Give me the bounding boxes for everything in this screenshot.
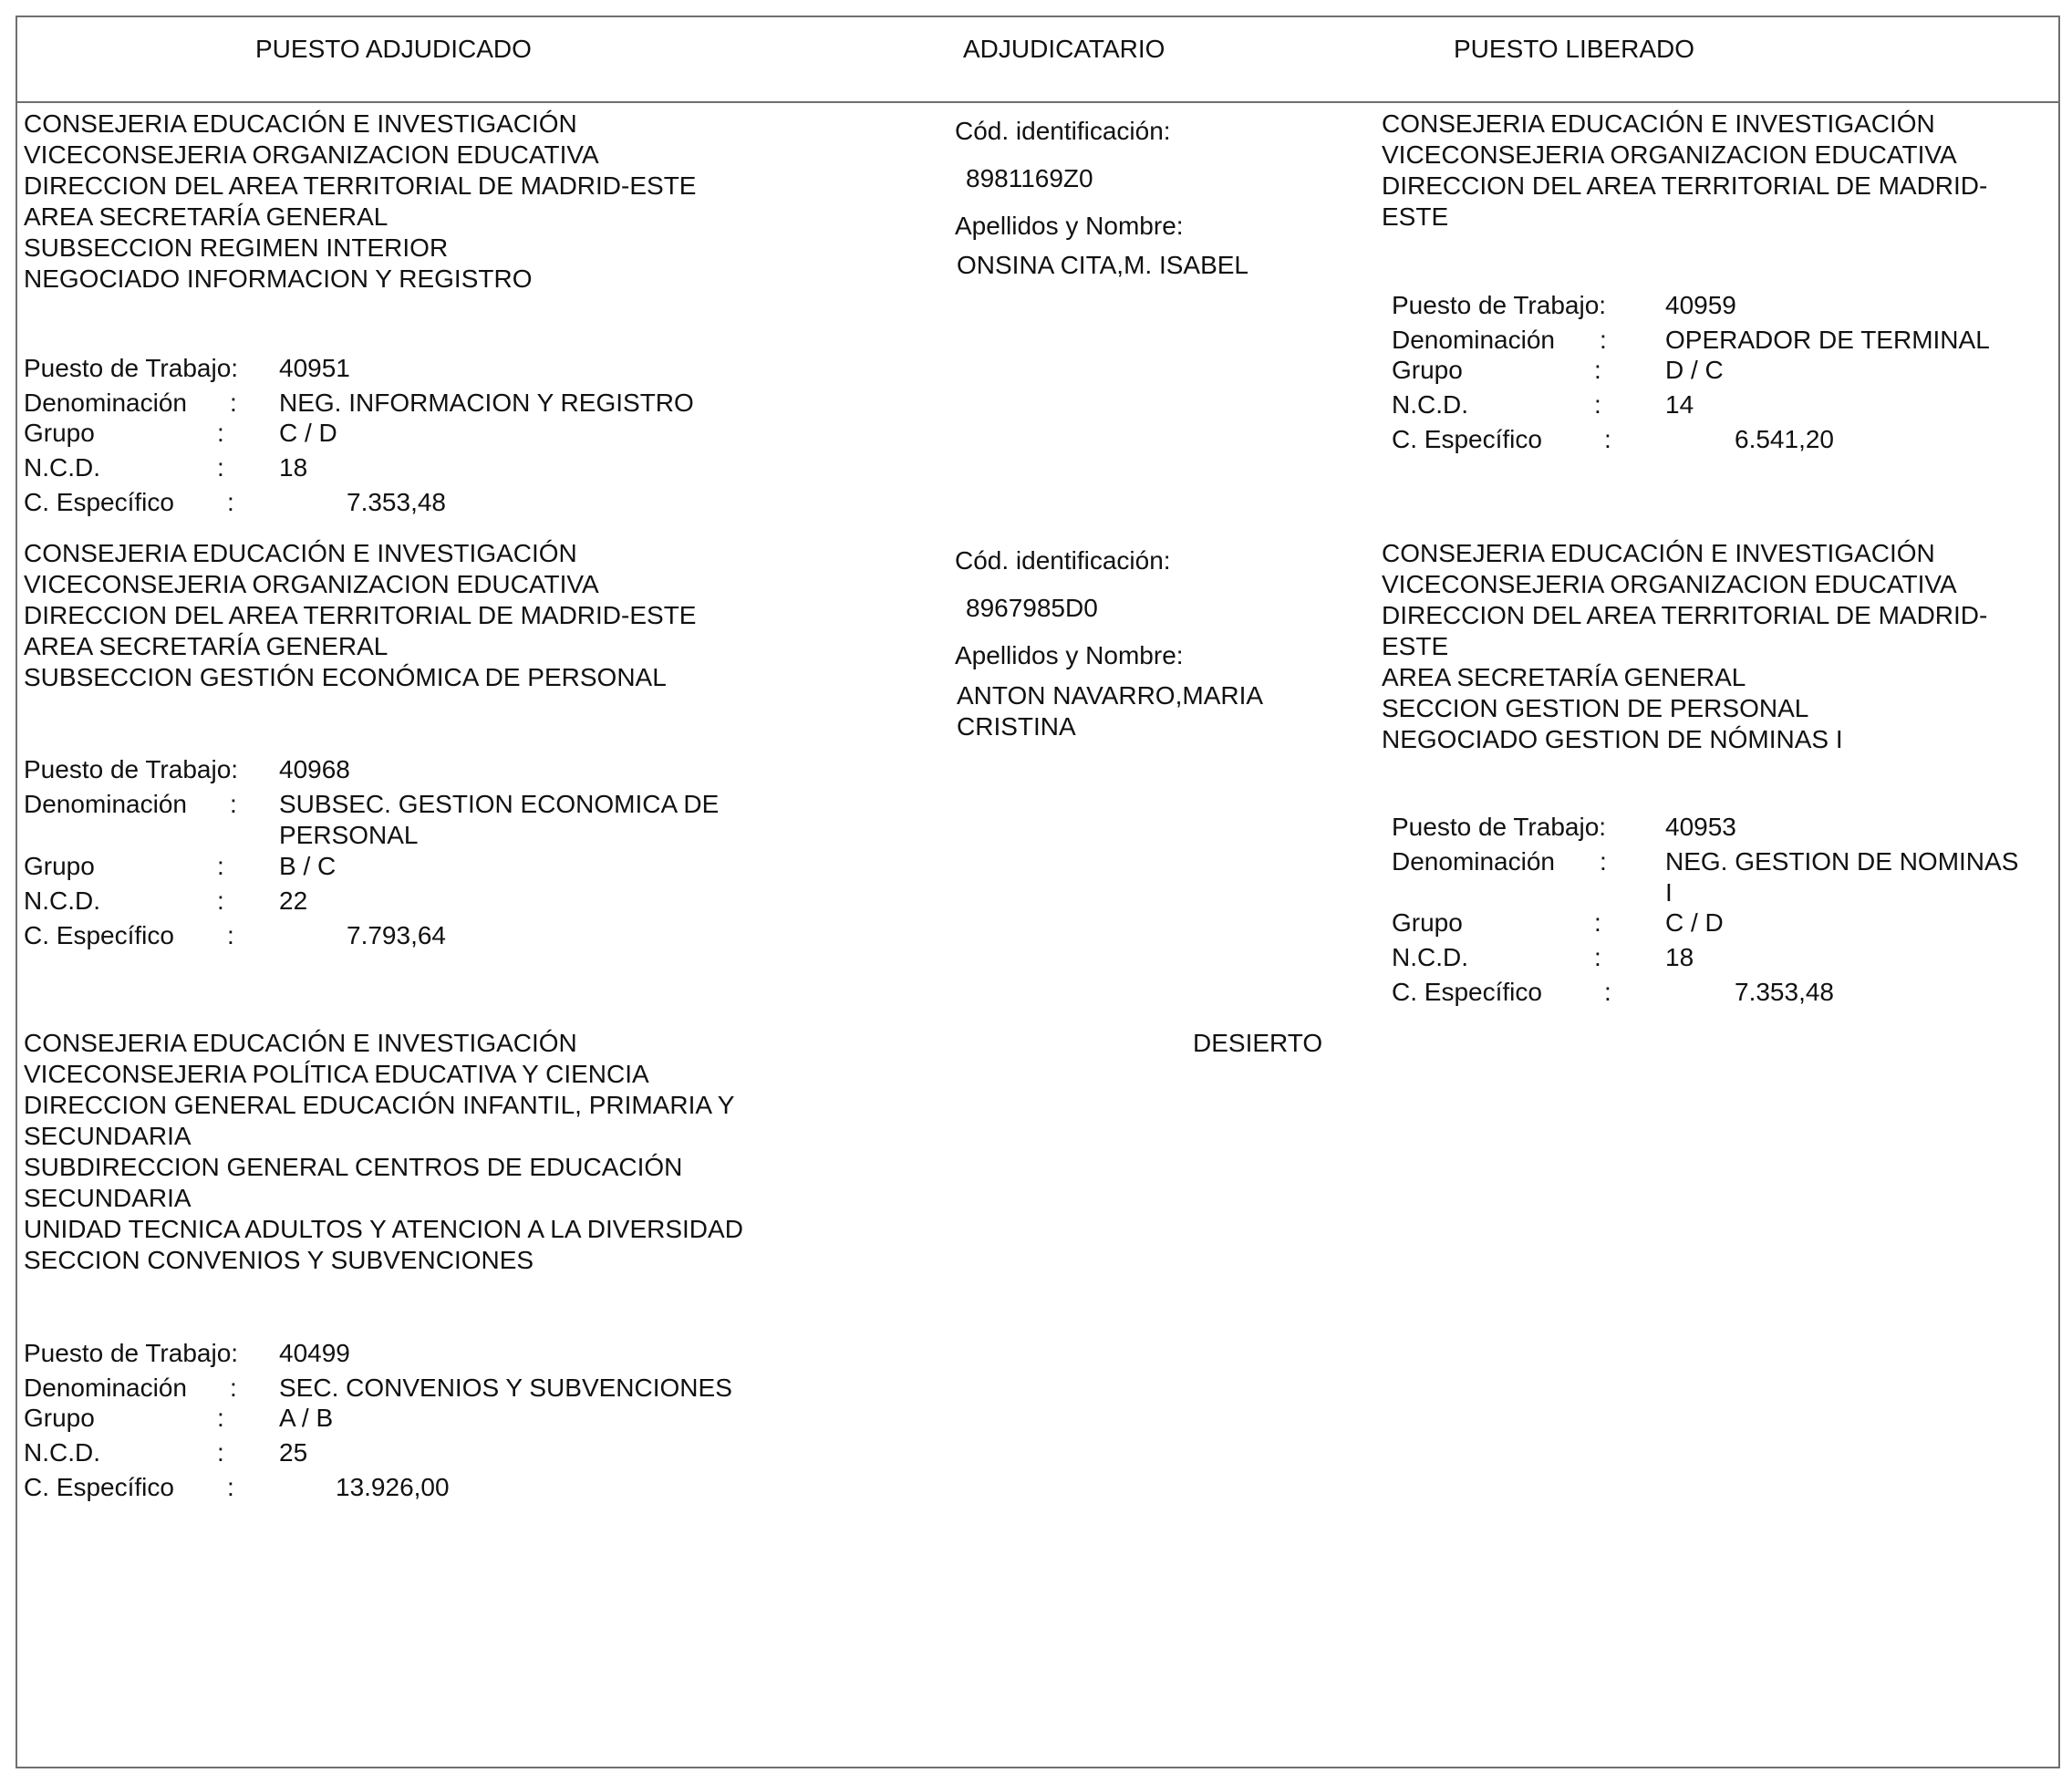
- colon: :: [230, 389, 237, 417]
- row3-adjudicado-org: [24, 1028, 743, 1276]
- label-especifico: C. Específico: [24, 921, 174, 949]
- value-denominacion: SEC. CONVENIOS Y SUBVENCIONES: [279, 1374, 732, 1402]
- org-line: VICECONSEJERIA ORGANIZACION EDUCATIVA: [1382, 570, 1957, 598]
- colon: :: [227, 921, 234, 949]
- colon: :: [230, 1374, 237, 1402]
- colon: :: [217, 886, 224, 915]
- org-line: CONSEJERIA EDUCACIÓN E INVESTIGACIÓN: [24, 109, 577, 138]
- org-line: VICECONSEJERIA POLÍTICA EDUCATIVA Y CIENCIA: [24, 1060, 649, 1088]
- org-line: SECCION CONVENIOS Y SUBVENCIONES: [24, 1246, 534, 1274]
- colon: :: [1594, 908, 1601, 937]
- label-grupo: Grupo: [24, 419, 95, 447]
- value-nombre-line2: CRISTINA: [957, 712, 1076, 741]
- org-line: CONSEJERIA EDUCACIÓN E INVESTIGACIÓN: [24, 1029, 577, 1057]
- label-ncd: N.C.D.: [1392, 943, 1468, 971]
- value-denominacion-line1: SUBSEC. GESTION ECONOMICA DE: [279, 790, 720, 818]
- colon: :: [217, 852, 224, 880]
- colon: :: [1604, 978, 1611, 1006]
- label-puesto-trabajo: Puesto de Trabajo:: [24, 354, 239, 382]
- label-puesto-trabajo: Puesto de Trabajo:: [24, 755, 239, 783]
- colon: :: [1604, 425, 1611, 453]
- org-line: DIRECCION DEL AREA TERRITORIAL DE MADRID-ESTE: [24, 171, 697, 200]
- row2-liberado-org: [1382, 538, 1987, 755]
- org-line: NEGOCIADO GESTION DE NÓMINAS I: [1382, 725, 1843, 753]
- label-grupo: Grupo: [24, 852, 95, 880]
- row2-adjudicado-org: [24, 538, 696, 693]
- value-grupo: C / D: [279, 419, 337, 447]
- value-denominacion: NEG. INFORMACION Y REGISTRO: [279, 389, 694, 417]
- colon: :: [227, 488, 234, 516]
- label-puesto-trabajo: Puesto de Trabajo:: [24, 1339, 239, 1367]
- org-line: SECUNDARIA: [24, 1184, 192, 1212]
- org-line: AREA SECRETARÍA GENERAL: [1382, 663, 1746, 691]
- value-denominacion-line2: I: [1665, 878, 1673, 907]
- colon: :: [1600, 847, 1607, 876]
- org-line: AREA SECRETARÍA GENERAL: [24, 202, 388, 231]
- label-especifico: C. Específico: [1392, 425, 1542, 453]
- org-line: SUBSECCION REGIMEN INTERIOR: [24, 233, 449, 262]
- status-desierto: DESIERTO: [1193, 1029, 1323, 1057]
- org-line: DIRECCION DEL AREA TERRITORIAL DE MADRID-: [1382, 601, 1988, 629]
- header-divider: [16, 101, 2060, 103]
- value-cod: 8967985D0: [966, 594, 1098, 622]
- label-denominacion: Denominación: [24, 1374, 187, 1402]
- label-denominacion: Denominación: [24, 790, 187, 818]
- colon: :: [1594, 943, 1601, 971]
- value-ncd: 25: [279, 1438, 308, 1467]
- org-line: DIRECCION GENERAL EDUCACIÓN INFANTIL, PRIMARIA Y: [24, 1091, 735, 1119]
- value-ncd: 14: [1665, 390, 1694, 419]
- value-nombre-line1: ANTON NAVARRO,MARIA: [957, 681, 1264, 710]
- label-denominacion: Denominación: [1392, 847, 1555, 876]
- org-line: AREA SECRETARÍA GENERAL: [24, 632, 388, 660]
- value-especifico: 7.353,48: [1735, 978, 1834, 1006]
- org-line: CONSEJERIA EDUCACIÓN E INVESTIGACIÓN: [1382, 109, 1935, 138]
- value-puesto: 40959: [1665, 291, 1736, 319]
- label-ncd: N.C.D.: [24, 1438, 100, 1467]
- org-line: DIRECCION DEL AREA TERRITORIAL DE MADRID-: [1382, 171, 1988, 200]
- value-denominacion-line2: PERSONAL: [279, 821, 419, 849]
- row1-adjudicado-org: [24, 109, 696, 295]
- label-puesto-trabajo: Puesto de Trabajo:: [1392, 813, 1607, 841]
- row1-liberado-org: [1382, 109, 1987, 233]
- value-ncd: 18: [279, 453, 308, 482]
- colon: :: [217, 453, 224, 482]
- value-denominacion-line1: NEG. GESTION DE NOMINAS: [1665, 847, 2019, 876]
- value-cod: 8981169Z0: [966, 164, 1093, 192]
- label-apellidos-nombre: Apellidos y Nombre:: [955, 212, 1184, 240]
- value-nombre: ONSINA CITA,M. ISABEL: [957, 251, 1249, 279]
- label-cod-identificacion: Cód. identificación:: [955, 117, 1171, 145]
- org-line: VICECONSEJERIA ORGANIZACION EDUCATIVA: [1382, 140, 1957, 169]
- label-grupo: Grupo: [1392, 356, 1463, 384]
- org-line: SUBSECCION GESTIÓN ECONÓMICA DE PERSONAL: [24, 663, 667, 691]
- value-grupo: C / D: [1665, 908, 1724, 937]
- org-line: CONSEJERIA EDUCACIÓN E INVESTIGACIÓN: [24, 539, 577, 567]
- value-puesto: 40968: [279, 755, 350, 783]
- org-line: NEGOCIADO INFORMACION Y REGISTRO: [24, 264, 533, 293]
- label-ncd: N.C.D.: [24, 886, 100, 915]
- colon: :: [1594, 390, 1601, 419]
- label-apellidos-nombre: Apellidos y Nombre:: [955, 641, 1184, 669]
- value-ncd: 18: [1665, 943, 1694, 971]
- colon: :: [227, 1473, 234, 1501]
- header-puesto-liberado: PUESTO LIBERADO: [1454, 35, 1695, 63]
- org-line: VICECONSEJERIA ORGANIZACION EDUCATIVA: [24, 570, 599, 598]
- label-grupo: Grupo: [24, 1404, 95, 1432]
- colon: :: [217, 1438, 224, 1467]
- value-puesto: 40953: [1665, 813, 1736, 841]
- label-cod-identificacion: Cód. identificación:: [955, 546, 1171, 575]
- value-especifico: 6.541,20: [1735, 425, 1834, 453]
- label-especifico: C. Específico: [1392, 978, 1542, 1006]
- value-grupo: D / C: [1665, 356, 1724, 384]
- header-adjudicatario: ADJUDICATARIO: [963, 35, 1166, 63]
- label-especifico: C. Específico: [24, 488, 174, 516]
- label-denominacion: Denominación: [1392, 326, 1555, 354]
- org-line: UNIDAD TECNICA ADULTOS Y ATENCION A LA DIVERSIDAD: [24, 1215, 743, 1243]
- colon: :: [1594, 356, 1601, 384]
- org-line: CONSEJERIA EDUCACIÓN E INVESTIGACIÓN: [1382, 539, 1935, 567]
- org-line: SUBDIRECCION GENERAL CENTROS DE EDUCACIÓN: [24, 1153, 683, 1181]
- org-line: ESTE: [1382, 202, 1449, 231]
- value-puesto: 40499: [279, 1339, 350, 1367]
- org-line: DIRECCION DEL AREA TERRITORIAL DE MADRID-ESTE: [24, 601, 697, 629]
- colon: :: [217, 1404, 224, 1432]
- value-grupo: B / C: [279, 852, 337, 880]
- value-especifico: 7.353,48: [347, 488, 446, 516]
- label-especifico: C. Específico: [24, 1473, 174, 1501]
- value-denominacion: OPERADOR DE TERMINAL: [1665, 326, 1990, 354]
- value-grupo: A / B: [279, 1404, 334, 1432]
- org-line: SECUNDARIA: [24, 1122, 192, 1150]
- colon: :: [217, 419, 224, 447]
- colon: :: [1600, 326, 1607, 354]
- org-line: SECCION GESTION DE PERSONAL: [1382, 694, 1809, 722]
- org-line: ESTE: [1382, 632, 1449, 660]
- value-puesto: 40951: [279, 354, 350, 382]
- org-line: VICECONSEJERIA ORGANIZACION EDUCATIVA: [24, 140, 599, 169]
- value-especifico: 13.926,00: [336, 1473, 450, 1501]
- label-ncd: N.C.D.: [24, 453, 100, 482]
- label-denominacion: Denominación: [24, 389, 187, 417]
- label-puesto-trabajo: Puesto de Trabajo:: [1392, 291, 1607, 319]
- label-grupo: Grupo: [1392, 908, 1463, 937]
- value-especifico: 7.793,64: [347, 921, 446, 949]
- header-puesto-adjudicado: PUESTO ADJUDICADO: [255, 35, 532, 63]
- colon: :: [230, 790, 237, 818]
- value-ncd: 22: [279, 886, 308, 915]
- label-ncd: N.C.D.: [1392, 390, 1468, 419]
